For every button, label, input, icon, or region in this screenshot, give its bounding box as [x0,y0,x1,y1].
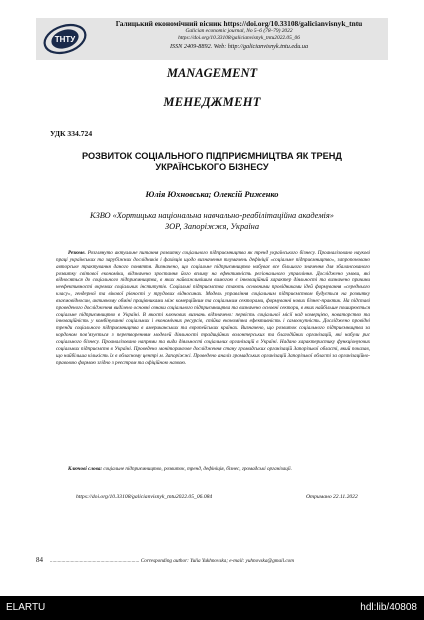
section-title-english: MANAGEMENT [166,66,258,80]
corresponding-author-footer: ..................................................................... Corresponding author: Yulia Yukhnovska; e-mail: yuhnovska@gmail.com [50,558,294,564]
keywords-paragraph [56,466,370,473]
repository-bar [0,596,424,620]
received-date: Отримано 22.11.2022 [306,494,358,500]
abstract-paragraph [56,250,370,366]
repository-name[interactable]: ELARTU [6,602,46,613]
article-authors: Юлія Юхновська; Олексій Риженко [145,190,279,199]
logo-lettering: ТНТУ [54,35,76,44]
article-doi-link[interactable]: https://doi.org/10.33108/galicianvisnyk_tntu2022.05_06.084 [76,494,213,500]
udc-code: УДК 334.724 [50,129,93,138]
journal-title[interactable]: Галицький економічний вісник https://doi.org/10.33108/galicianvisnyk_tntu [115,19,363,28]
page-number: 84 [36,556,43,564]
affiliation-line1: КЗВО «Хортицька національна навчально-реабілітаційна академія» [90,211,334,220]
journal-header-text [94,20,384,50]
article-title [40,151,384,173]
abstract-text: Розглянуто актуальне питання розвитку соціального підприємництва як тренд українського бізнесу. Проаналізовано наукові праці українських та зарубіжних дослідників і фахівців щодо визначення тлумачень дефініції «соціальне підприємництво», запропоновано авторське трактування даного поняття. Визначено, що соціальне підприємництво набуває все більшого значення для збалансованого розвитку світової економіки, відзначено зростання його впливу на ефективність регіонального управління. Досліджено умови, які відносяться до соціального підприємництва, в яких найважливішим вимогою є інноваційний характер діяльності та визначено причини неефективності окремих соціальних інститутів. Соціальні підприємства стають основними провідниками ідей формування «середнього класу», гендерної та вікової рівності у трудових відносинах. Модель управління соціальним підприємством будується на розвитку взаємовідносин, активному обміні працівниками між комерційним та соціальним секторами, формуванні нових бізнес-практик. На підставі проведеного дослідження виділено основні ознаки соціального підприємництва та визначено основні сектори, в яких найбільше поширюється соціальне підприємництво в Україні. В якості ключових визнань відзначено: первість соціальної місії над комерцією, новаторство та інноваційність у комбінуванні соціальних і економічних ресурсів, стійка економічна ефективність і самоокупність. Досліджено провідні тренди соціального підприємництва в американських та європейських країнах. Визначено, що розвиток соціального підприємництва за кордоном пов’язується з перетворенням моделей діяльності традиційних волонтерських та благодійних організацій, які набули рис соціального бізнесу. Проаналізовано напрями та види діяльності соціальних організацій в Україні. Надано характеристику функціонуючих соціальних підприємств в Україні. Проведено моніторингове дослідження стану громадських організацій Запорізької області, який показав, що найбільша кількість їх в обласному центрі м. Запоріжжі. Проведено аналіз громадських організацій Запорізької області за організаційно-правовою формою згідно з реєстром та офіційною назвою. [56,250,370,366]
keywords-label: Ключові слова: [68,466,103,472]
journal-header [36,18,388,60]
article-title-line1: РОЗВИТОК СОЦІАЛЬНОГО ПІДПРИЄМНИЦТВА ЯК ТРЕНД [82,151,342,161]
affiliation-line2: ЗОР, Запоріжжя, Україна [164,221,260,231]
author-affiliation [0,211,424,232]
journal-issue: Galician economic journal, No 5–6 (78–79) 2022 [185,27,293,34]
handle-identifier[interactable]: hdl:lib/40808 [360,602,417,613]
journal-doi-link[interactable]: https://doi.org/10.33108/galicianvisnyk_tntu2022.05_06 [178,35,300,42]
article-title-line2: УКРАЇНСЬКОГО БІЗНЕСУ [155,162,269,172]
keywords-text: соціальне підприємництво, розвиток, тренд, дефініція, бізнес, громадські організації. [103,466,292,472]
abstract-label: Резюме. [68,250,86,256]
university-logo [42,22,88,56]
section-title-ukrainian: МЕНЕДЖМЕНТ [163,95,261,109]
journal-issn-web[interactable]: ISSN 2409-8892. Web: http://galicianvisnyk.tntu.edu.ua [169,42,309,50]
